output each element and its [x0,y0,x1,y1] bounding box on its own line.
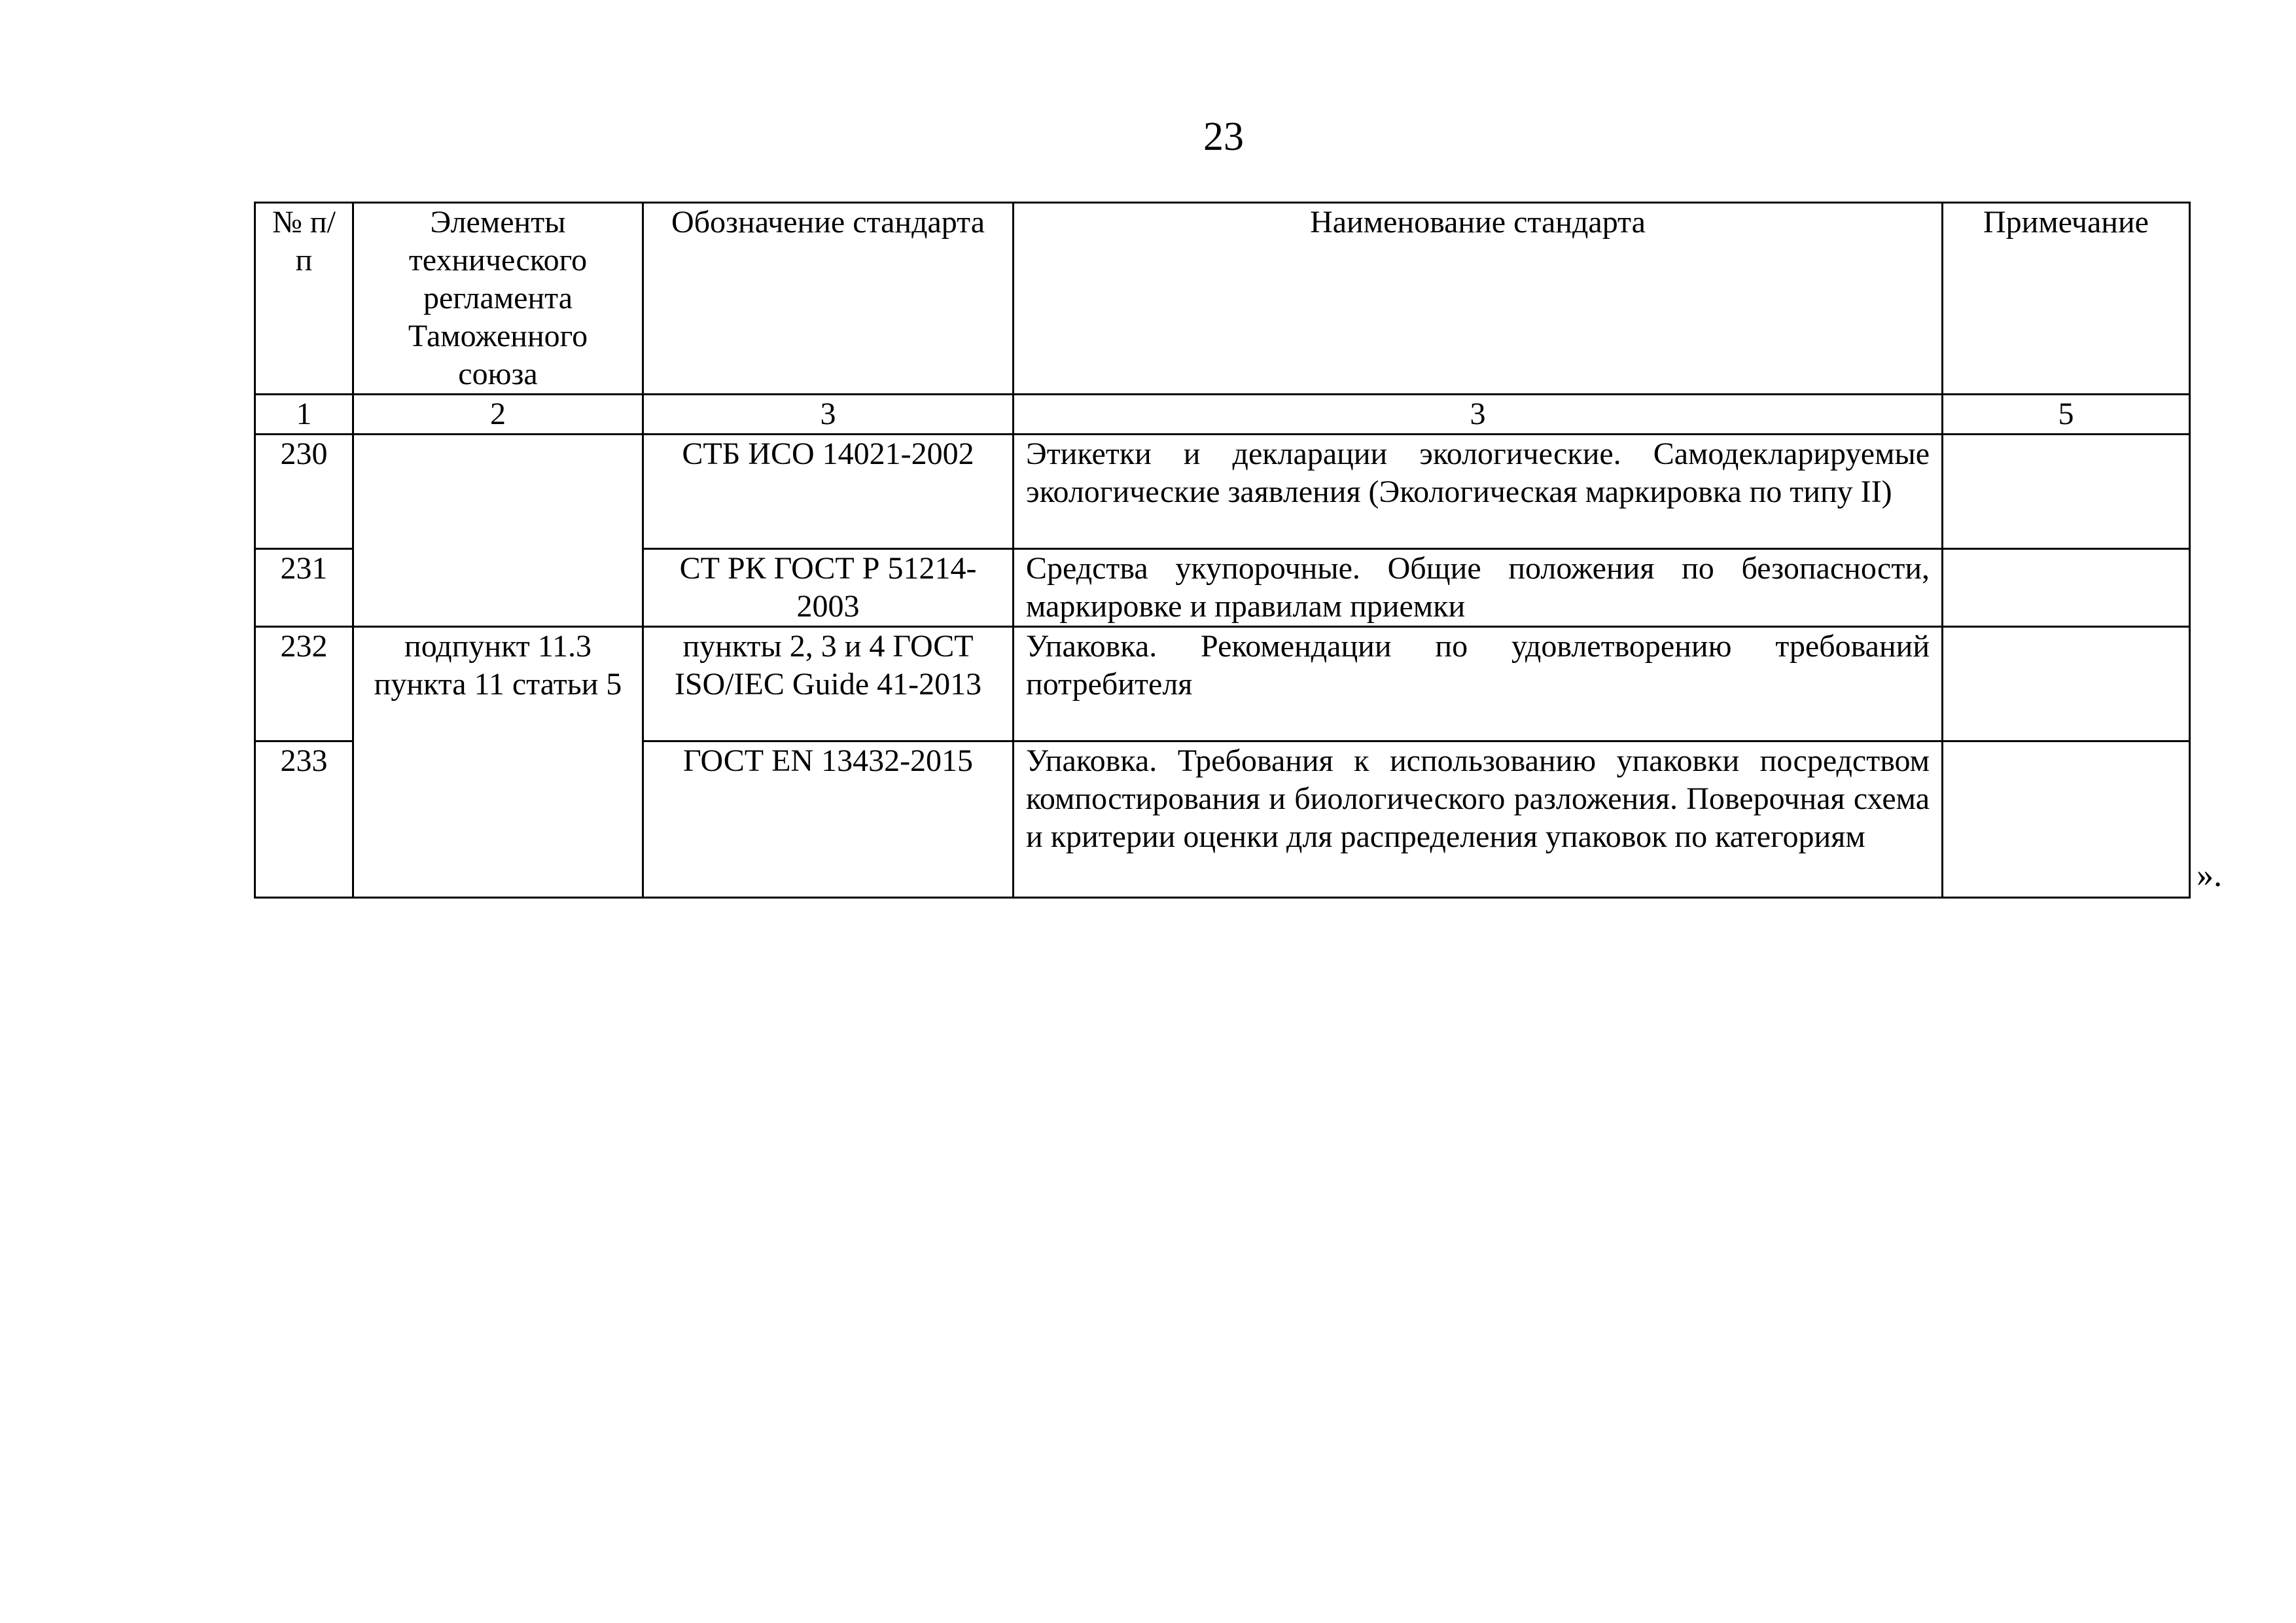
column-number: 5 [1943,395,2190,435]
closing-quote-mark: ». [2197,857,2222,894]
row-number: 233 [255,741,353,898]
column-number: 1 [255,395,353,435]
row-number: 232 [255,627,353,741]
row-standard-name: Упаковка. Рекомендации по удовлетворению требований потребителя [1014,627,1943,741]
row-number: 231 [255,549,353,627]
row-designation: СТБ ИСО 14021-2002 [643,435,1014,549]
row-number: 230 [255,435,353,549]
row-standard-name: Средства укупорочные. Общие положения по безопасности, маркировке и правилам приемки [1014,549,1943,627]
header-note: Примечание [1943,203,2190,395]
row-note [1943,741,2190,898]
column-number: 2 [353,395,643,435]
row-designation: ГОСТ EN 13432-2015 [643,741,1014,898]
column-numbers-row [255,395,2190,435]
row-element: подпункт 11.3 пункта 11 статьи 5 [353,627,643,898]
row-designation: пункты 2, 3 и 4 ГОСТ ISO/IEC Guide 41-2013 [643,627,1014,741]
column-number: 3 [1014,395,1943,435]
row-standard-name: Упаковка. Требования к использованию упаковки посредством компостирования и биологического разложения. Поверочная схема и критерии оценки для распределения упаковок по категориям [1014,741,1943,898]
header-element: Элементы технического регламента Таможенного союза [353,203,643,395]
header-number: № п/п [255,203,353,395]
row-designation: СТ РК ГОСТ Р 51214-2003 [643,549,1014,627]
column-number: 3 [643,395,1014,435]
row-element [353,435,643,627]
row-note [1943,549,2190,627]
row-note [1943,627,2190,741]
standards-table [254,202,2191,899]
table-header-row [255,203,2190,395]
header-standard-name: Наименование стандарта [1014,203,1943,395]
table-row [255,435,2190,549]
page-number: 23 [1203,115,1244,159]
header-designation: Обозначение стандарта [643,203,1014,395]
table-row [255,627,2190,741]
row-standard-name: Этикетки и декларации экологические. Самодекларируемые экологические заявления (Экологическая маркировка по типу II) [1014,435,1943,549]
row-note [1943,435,2190,549]
